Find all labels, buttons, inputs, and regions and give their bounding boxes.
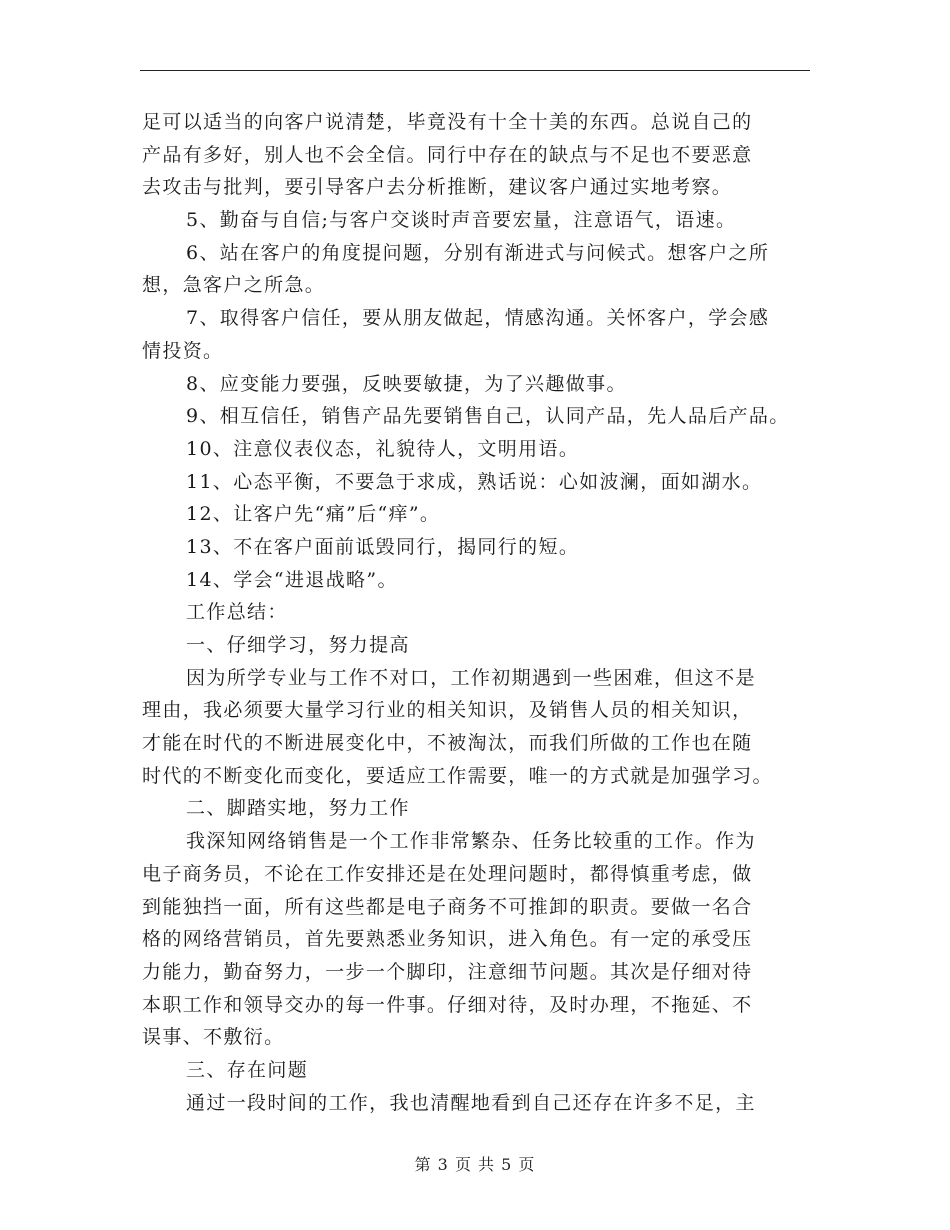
text-line: 10、注意仪表仪态，礼貌待人，文明用语。 [186, 437, 580, 460]
document-body [142, 106, 812, 1119]
text-line: 5、勤奋与自信;与客户交谈时声音要宏量，注意语气，语速。 [186, 209, 737, 232]
text-line: 11、心态平衡，不要急于求成，熟话说：心如波澜，面如湖水。 [186, 470, 763, 493]
page-footer: 第 3 页 共 5 页 [414, 1155, 536, 1174]
text-line: 电子商务员，不论在工作安排还是在处理问题时，都得慎重考虑，做 [142, 862, 753, 885]
text-line: 想，急客户之所急。 [142, 274, 326, 297]
text-line: 8、应变能力要强，反映要敏捷，为了兴趣做事。 [186, 372, 627, 395]
text-line: 产品有多好，别人也不会全信。同行中存在的缺点与不足也不要恶意 [142, 143, 753, 166]
text-line: 力能力，勤奋努力，一步一个脚印，注意细节问题。其次是仔细对待 [142, 960, 753, 983]
text-line: 情投资。 [142, 339, 224, 362]
text-line: 时代的不断变化而变化，要适应工作需要，唯一的方式就是加强学习。 [142, 764, 773, 787]
text-line: 工作总结： [186, 601, 288, 624]
text-line: 一、仔细学习，努力提高 [186, 634, 410, 656]
text-line: 理由，我必须要大量学习行业的相关知识，及销售人员的相关知识， [142, 699, 753, 722]
text-line: 误事、不敷衍。 [142, 1026, 285, 1049]
text-line: 6、站在客户的角度提问题，分别有渐进式与问候式。想客户之所 [186, 241, 770, 264]
text-line: 7、取得客户信任，要从朋友做起，情感沟通。关怀客户，学会感 [186, 307, 770, 330]
text-line: 才能在时代的不断进展变化中，不被淘汰，而我们所做的工作也在随 [142, 732, 753, 755]
text-line: 我深知网络销售是一个工作非常繁杂、任务比较重的工作。作为 [186, 830, 756, 853]
text-line: 二、脚踏实地，努力工作 [186, 797, 410, 820]
text-line: 9、相互信任，销售产品先要销售自己，认同产品，先人品后产品。 [186, 405, 790, 428]
text-line: 本职工作和领导交办的每一件事。仔细对待，及时办理，不拖延、不 [142, 993, 753, 1016]
header-rule [140, 70, 810, 71]
text-line: 13、不在客户面前诋毁同行，揭同行的短。 [186, 535, 580, 558]
text-line: 通过一段时间的工作，我也清醒地看到自己还存在许多不足，主 [186, 1091, 756, 1114]
text-line: 12、让客户先“痛”后“痒”。 [186, 503, 441, 526]
text-line: 到能独挡一面，所有这些都是电子商务不可推卸的职责。要做一名合 [142, 895, 753, 918]
text-line: 14、学会“进退战略”。 [186, 568, 398, 591]
text-line: 足可以适当的向客户说清楚，毕竟没有十全十美的东西。总说自己的 [142, 111, 753, 133]
text-line: 三、存在问题 [186, 1058, 309, 1081]
text-line: 因为所学专业与工作不对口，工作初期遇到一些困难，但这不是 [186, 666, 756, 689]
text-line: 格的网络营销员，首先要熟悉业务知识，进入角色。有一定的承受压 [142, 928, 753, 951]
text-line: 去攻击与批判，要引导客户去分析推断，建议客户通过实地考察。 [142, 176, 733, 199]
